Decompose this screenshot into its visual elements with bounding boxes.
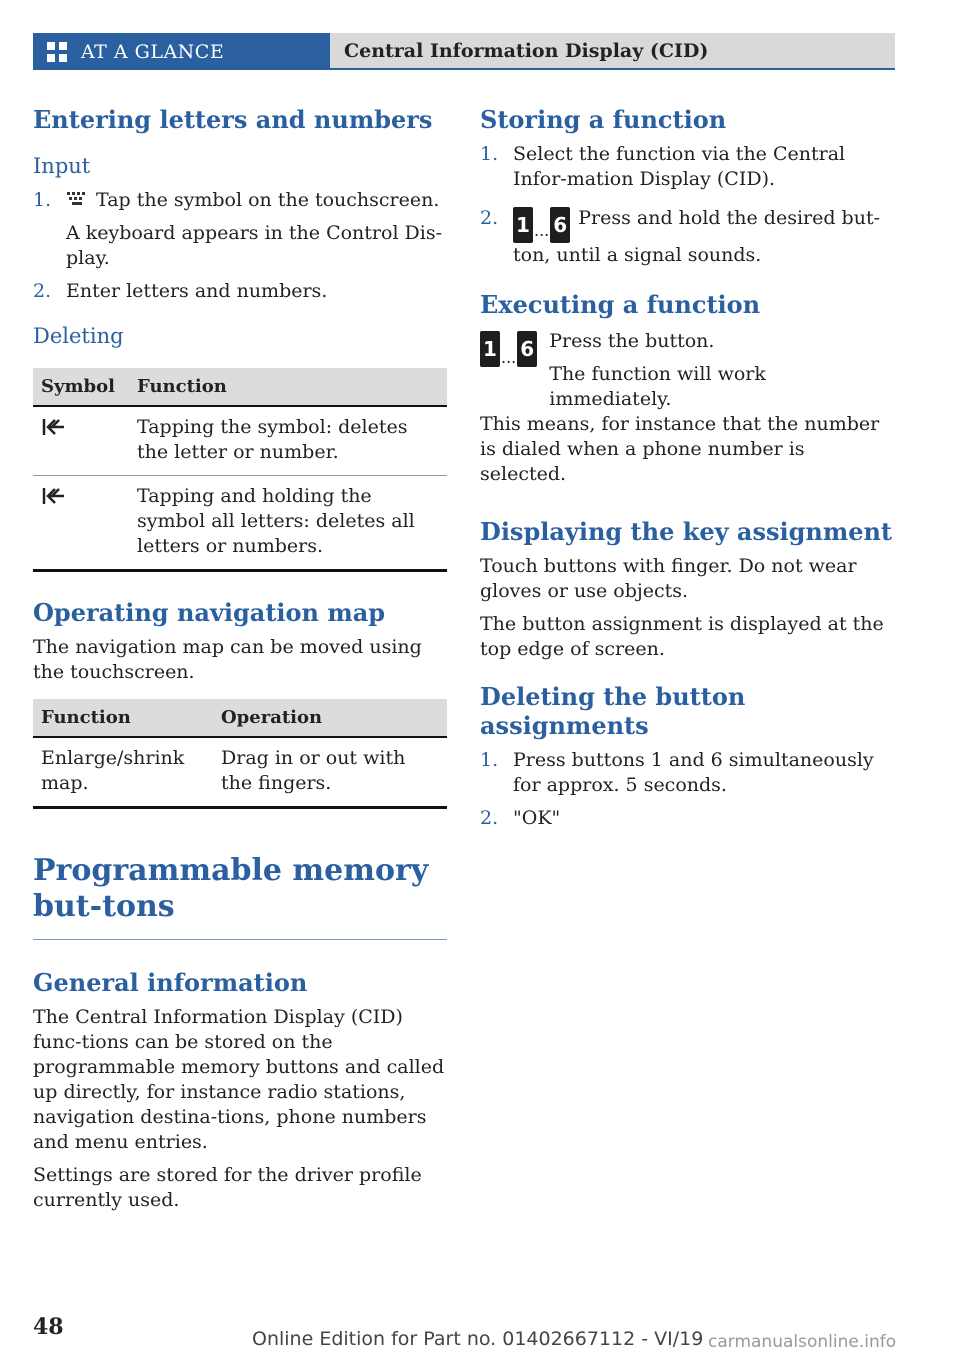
- key-assignment-para-2: The button assignment is displayed at the top edge of screen.: [480, 613, 884, 660]
- step-number: 2.: [33, 280, 52, 302]
- step-text: Tap the symbol on the touchscreen.: [96, 189, 440, 211]
- cell-operation: Drag in or out with the fingers.: [221, 747, 406, 794]
- step-text: Press buttons 1 and 6 simultaneously for approx. 5 seconds.: [513, 749, 874, 796]
- memory-key-icon: 1 ... 6: [513, 207, 570, 243]
- deleting-step-1: [480, 748, 894, 798]
- step-text: "OK": [513, 807, 561, 829]
- col-header-symbol: Symbol: [33, 368, 129, 406]
- heading-storing: Storing a function: [480, 105, 727, 134]
- heading-executing: Executing a function: [480, 290, 761, 319]
- left-column: [33, 105, 447, 1221]
- key-assignment-para-1: Touch buttons with finger. Do not wear gloves or use objects.: [480, 555, 857, 602]
- step-text: Select the function via the Central Infor-mation Display (CID).: [513, 143, 846, 190]
- right-column: [480, 105, 894, 839]
- heading-navmap: Operating navigation map: [33, 598, 386, 627]
- deleting-step-2: [480, 806, 894, 831]
- table-row: [33, 737, 447, 808]
- input-step-note: [33, 221, 447, 271]
- cell-function: Tapping and holding the symbol all letters: deletes all letters or numbers.: [137, 485, 415, 557]
- step-text: A keyboard appears in the Control Dis-play.: [66, 222, 443, 269]
- section-label: AT A GLANCE: [81, 40, 225, 63]
- col-header-function: Function: [129, 368, 447, 406]
- backspace-icon: [41, 484, 67, 508]
- executing-line-1: Press the button.: [549, 330, 715, 352]
- input-step-1: [33, 188, 447, 213]
- table-row: [33, 476, 447, 571]
- edition-text: Online Edition for Part no. 01402667112 - VI/19: [252, 1328, 704, 1350]
- heading-general: General information: [33, 968, 308, 997]
- section-tab: [33, 33, 330, 70]
- heading-entering: Entering letters and numbers: [33, 105, 433, 134]
- step-text: Enter letters and numbers.: [66, 280, 328, 302]
- step-number: 1.: [480, 749, 499, 771]
- page-number: 48: [33, 1314, 64, 1340]
- storing-step-2: [480, 206, 894, 268]
- delete-table: [33, 368, 447, 572]
- step-number: 2.: [480, 207, 499, 229]
- general-para-2: Settings are stored for the driver profile currently used.: [33, 1164, 422, 1211]
- col-header-operation: Operation: [213, 699, 447, 737]
- page-header: [330, 33, 895, 70]
- heading-memory: Programmable memory but-tons: [33, 853, 429, 924]
- executing-line-2: The function will work immediately.: [549, 363, 766, 410]
- divider: [33, 939, 447, 940]
- watermark[interactable]: carmanualsonline.info: [708, 1332, 897, 1352]
- input-step-2: [33, 279, 447, 304]
- heading-deleting: Deleting: [33, 324, 124, 348]
- step-number: 1.: [33, 189, 52, 211]
- col-header-function: Function: [33, 699, 213, 737]
- navmap-table: [33, 699, 447, 809]
- navmap-text: The navigation map can be moved using the touchscreen.: [33, 636, 422, 683]
- executing-block: [480, 329, 894, 412]
- general-para-1: The Central Information Display (CID) func-tions can be stored on the programmable memory buttons and called up directly, for instance radio stations, navigation destina-tions, phone numbers and menu entries.: [33, 1006, 445, 1153]
- storing-step-1: [480, 142, 894, 192]
- step-number: 1.: [480, 143, 499, 165]
- backspace-icon: [41, 415, 67, 439]
- page-title: Central Information Display (CID): [344, 39, 709, 62]
- keyboard-icon: [66, 190, 88, 208]
- cell-function: Tapping the symbol: deletes the letter or number.: [129, 406, 447, 476]
- grid-icon: [47, 42, 67, 62]
- memory-key-icon: 1 ... 6: [480, 329, 537, 412]
- step-number: 2.: [480, 807, 499, 829]
- cell-function: Enlarge/shrink map.: [41, 747, 185, 794]
- step-text: Press and hold the desired but-ton, until a signal sounds.: [513, 207, 881, 266]
- heading-key-assignment: Displaying the key assignment: [480, 517, 893, 546]
- executing-para: This means, for instance that the number is dialed when a phone number is selected.: [480, 413, 880, 485]
- table-row: [33, 406, 447, 476]
- heading-input: Input: [33, 154, 91, 178]
- heading-deleting-assignments: Deleting the button assignments: [480, 682, 746, 740]
